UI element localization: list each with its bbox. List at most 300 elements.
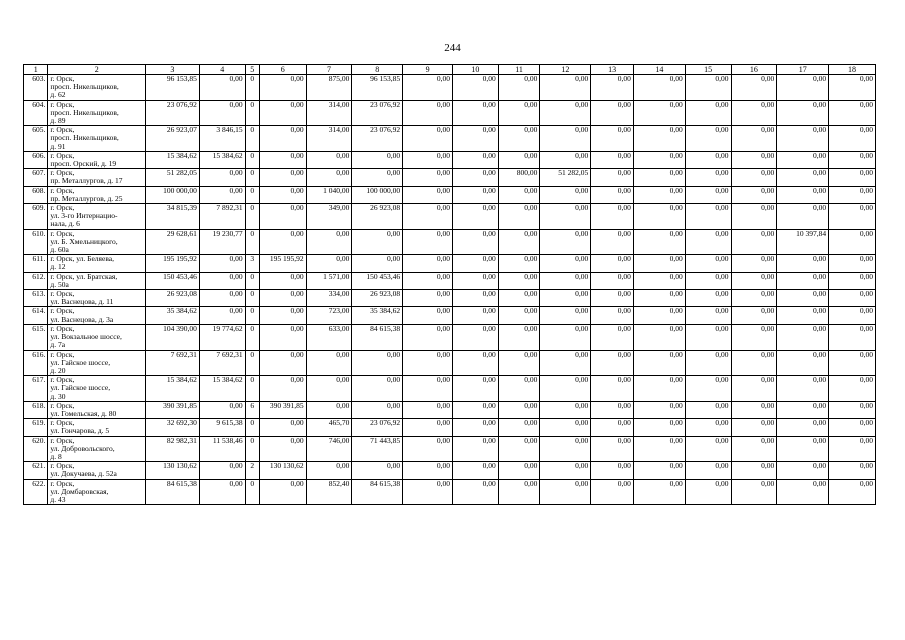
value-cell-col-13: 0,00	[591, 436, 634, 462]
value-cell-col-8: 23 076,92	[352, 100, 403, 126]
value-cell-col-4: 0,00	[199, 401, 245, 418]
value-cell-col-18: 0,00	[829, 307, 876, 324]
value-cell-col-3: 32 692,30	[145, 419, 199, 436]
value-cell-col-16: 0,00	[731, 255, 777, 272]
value-cell-col-10: 0,00	[452, 186, 498, 203]
value-cell-col-13: 0,00	[591, 186, 634, 203]
value-cell-col-15: 0,00	[685, 100, 731, 126]
value-cell-col-4: 0,00	[199, 100, 245, 126]
count-cell: 0	[245, 75, 259, 101]
value-cell-col-4: 0,00	[199, 75, 245, 101]
data-table	[23, 64, 876, 505]
column-header-3: 3	[145, 65, 199, 75]
value-cell-col-18: 0,00	[829, 255, 876, 272]
value-cell-col-13: 0,00	[591, 290, 634, 307]
value-cell-col-17: 10 397,84	[777, 229, 829, 255]
value-cell-col-12: 0,00	[540, 126, 591, 152]
value-cell-col-12: 0,00	[540, 100, 591, 126]
value-cell-col-4: 19 774,62	[199, 324, 245, 350]
value-cell-col-11: 800,00	[498, 169, 540, 186]
value-cell-col-6: 390 391,85	[259, 401, 306, 418]
value-cell-col-6: 0,00	[259, 350, 306, 376]
value-cell-col-18: 0,00	[829, 350, 876, 376]
value-cell-col-14: 0,00	[633, 462, 685, 479]
value-cell-col-3: 7 692,31	[145, 350, 199, 376]
column-header-9: 9	[403, 65, 453, 75]
value-cell-col-18: 0,00	[829, 401, 876, 418]
value-cell-col-16: 0,00	[731, 307, 777, 324]
value-cell-col-14: 0,00	[633, 376, 685, 402]
value-cell-col-13: 0,00	[591, 255, 634, 272]
value-cell-col-9: 0,00	[403, 169, 453, 186]
table-row	[24, 272, 876, 289]
address-cell: г. Орск, ул. Б. Хмельницкого, д. 60а	[48, 229, 146, 255]
value-cell-col-18: 0,00	[829, 186, 876, 203]
count-cell: 0	[245, 324, 259, 350]
value-cell-col-8: 23 076,92	[352, 126, 403, 152]
value-cell-col-11: 0,00	[498, 436, 540, 462]
value-cell-col-7: 465,70	[306, 419, 352, 436]
value-cell-col-11: 0,00	[498, 290, 540, 307]
value-cell-col-4: 7 692,31	[199, 350, 245, 376]
value-cell-col-17: 0,00	[777, 462, 829, 479]
value-cell-col-10: 0,00	[452, 151, 498, 168]
value-cell-col-4: 7 892,31	[199, 204, 245, 230]
value-cell-col-10: 0,00	[452, 324, 498, 350]
value-cell-col-3: 35 384,62	[145, 307, 199, 324]
value-cell-col-10: 0,00	[452, 350, 498, 376]
value-cell-col-18: 0,00	[829, 272, 876, 289]
value-cell-col-14: 0,00	[633, 186, 685, 203]
value-cell-col-8: 0,00	[352, 462, 403, 479]
value-cell-col-17: 0,00	[777, 350, 829, 376]
value-cell-col-15: 0,00	[685, 307, 731, 324]
value-cell-col-17: 0,00	[777, 126, 829, 152]
address-cell: г. Орск, пр. Металлургов, д. 25	[48, 186, 146, 203]
value-cell-col-16: 0,00	[731, 169, 777, 186]
value-cell-col-7: 633,00	[306, 324, 352, 350]
count-cell: 0	[245, 479, 259, 505]
value-cell-col-18: 0,00	[829, 436, 876, 462]
column-header-18: 18	[829, 65, 876, 75]
value-cell-col-4: 0,00	[199, 479, 245, 505]
row-number-cell: 620.	[24, 436, 48, 462]
value-cell-col-9: 0,00	[403, 350, 453, 376]
value-cell-col-4: 3 846,15	[199, 126, 245, 152]
count-cell: 0	[245, 169, 259, 186]
address-cell: г. Орск, ул. Васнецова, д. 11	[48, 290, 146, 307]
value-cell-col-11: 0,00	[498, 401, 540, 418]
value-cell-col-17: 0,00	[777, 100, 829, 126]
row-number-cell: 608.	[24, 186, 48, 203]
value-cell-col-17: 0,00	[777, 272, 829, 289]
value-cell-col-8: 84 615,38	[352, 324, 403, 350]
count-cell: 0	[245, 272, 259, 289]
value-cell-col-13: 0,00	[591, 462, 634, 479]
row-number-cell: 606.	[24, 151, 48, 168]
value-cell-col-10: 0,00	[452, 479, 498, 505]
value-cell-col-9: 0,00	[403, 75, 453, 101]
value-cell-col-12: 0,00	[540, 419, 591, 436]
value-cell-col-16: 0,00	[731, 324, 777, 350]
column-header-1: 1	[24, 65, 48, 75]
column-header-5: 5	[245, 65, 259, 75]
table-row	[24, 229, 876, 255]
value-cell-col-11: 0,00	[498, 186, 540, 203]
address-cell: г. Орск, ул. Добровольского, д. 8	[48, 436, 146, 462]
count-cell: 3	[245, 255, 259, 272]
count-cell: 0	[245, 376, 259, 402]
count-cell: 0	[245, 350, 259, 376]
value-cell-col-4: 0,00	[199, 169, 245, 186]
value-cell-col-13: 0,00	[591, 376, 634, 402]
value-cell-col-10: 0,00	[452, 126, 498, 152]
count-cell: 0	[245, 229, 259, 255]
table-row	[24, 151, 876, 168]
table-row	[24, 324, 876, 350]
value-cell-col-8: 0,00	[352, 376, 403, 402]
value-cell-col-3: 96 153,85	[145, 75, 199, 101]
value-cell-col-7: 0,00	[306, 255, 352, 272]
value-cell-col-4: 15 384,62	[199, 376, 245, 402]
value-cell-col-16: 0,00	[731, 479, 777, 505]
value-cell-col-8: 71 443,85	[352, 436, 403, 462]
value-cell-col-13: 0,00	[591, 324, 634, 350]
value-cell-col-14: 0,00	[633, 169, 685, 186]
value-cell-col-12: 0,00	[540, 186, 591, 203]
value-cell-col-11: 0,00	[498, 324, 540, 350]
table-row	[24, 350, 876, 376]
table-row	[24, 204, 876, 230]
count-cell: 0	[245, 307, 259, 324]
value-cell-col-6: 0,00	[259, 186, 306, 203]
value-cell-col-3: 15 384,62	[145, 151, 199, 168]
value-cell-col-11: 0,00	[498, 419, 540, 436]
value-cell-col-11: 0,00	[498, 272, 540, 289]
value-cell-col-14: 0,00	[633, 324, 685, 350]
value-cell-col-8: 0,00	[352, 169, 403, 186]
value-cell-col-17: 0,00	[777, 151, 829, 168]
value-cell-col-16: 0,00	[731, 100, 777, 126]
value-cell-col-14: 0,00	[633, 255, 685, 272]
value-cell-col-9: 0,00	[403, 462, 453, 479]
value-cell-col-18: 0,00	[829, 324, 876, 350]
value-cell-col-12: 0,00	[540, 290, 591, 307]
value-cell-col-10: 0,00	[452, 462, 498, 479]
value-cell-col-10: 0,00	[452, 290, 498, 307]
value-cell-col-14: 0,00	[633, 401, 685, 418]
value-cell-col-9: 0,00	[403, 204, 453, 230]
value-cell-col-6: 0,00	[259, 169, 306, 186]
row-number-cell: 618.	[24, 401, 48, 418]
value-cell-col-14: 0,00	[633, 479, 685, 505]
value-cell-col-9: 0,00	[403, 376, 453, 402]
value-cell-col-3: 26 923,08	[145, 290, 199, 307]
address-cell: г. Орск, ул. Гончарова, д. 5	[48, 419, 146, 436]
value-cell-col-4: 11 538,46	[199, 436, 245, 462]
value-cell-col-3: 34 815,39	[145, 204, 199, 230]
row-number-cell: 616.	[24, 350, 48, 376]
page-number: 244	[444, 42, 461, 54]
value-cell-col-3: 23 076,92	[145, 100, 199, 126]
row-number-cell: 605.	[24, 126, 48, 152]
value-cell-col-3: 150 453,46	[145, 272, 199, 289]
value-cell-col-10: 0,00	[452, 204, 498, 230]
value-cell-col-15: 0,00	[685, 376, 731, 402]
value-cell-col-16: 0,00	[731, 401, 777, 418]
value-cell-col-12: 0,00	[540, 376, 591, 402]
value-cell-col-3: 84 615,38	[145, 479, 199, 505]
address-cell: г. Орск, ул. Гайское шоссе, д. 30	[48, 376, 146, 402]
row-number-cell: 610.	[24, 229, 48, 255]
value-cell-col-17: 0,00	[777, 75, 829, 101]
value-cell-col-13: 0,00	[591, 229, 634, 255]
value-cell-col-10: 0,00	[452, 75, 498, 101]
value-cell-col-10: 0,00	[452, 419, 498, 436]
table-row	[24, 169, 876, 186]
value-cell-col-6: 0,00	[259, 479, 306, 505]
value-cell-col-15: 0,00	[685, 255, 731, 272]
value-cell-col-6: 0,00	[259, 419, 306, 436]
row-number-cell: 607.	[24, 169, 48, 186]
address-cell: г. Орск, просп. Никельщиков, д. 91	[48, 126, 146, 152]
value-cell-col-14: 0,00	[633, 151, 685, 168]
value-cell-col-15: 0,00	[685, 169, 731, 186]
value-cell-col-16: 0,00	[731, 462, 777, 479]
value-cell-col-9: 0,00	[403, 307, 453, 324]
value-cell-col-18: 0,00	[829, 204, 876, 230]
table-row	[24, 462, 876, 479]
value-cell-col-9: 0,00	[403, 100, 453, 126]
table-row	[24, 479, 876, 505]
value-cell-col-10: 0,00	[452, 376, 498, 402]
value-cell-col-12: 0,00	[540, 75, 591, 101]
value-cell-col-14: 0,00	[633, 272, 685, 289]
value-cell-col-7: 314,00	[306, 100, 352, 126]
value-cell-col-13: 0,00	[591, 307, 634, 324]
row-number-cell: 614.	[24, 307, 48, 324]
value-cell-col-12: 0,00	[540, 255, 591, 272]
value-cell-col-11: 0,00	[498, 255, 540, 272]
table-body	[24, 75, 876, 505]
value-cell-col-15: 0,00	[685, 204, 731, 230]
value-cell-col-7: 0,00	[306, 151, 352, 168]
value-cell-col-3: 15 384,62	[145, 376, 199, 402]
value-cell-col-9: 0,00	[403, 324, 453, 350]
value-cell-col-11: 0,00	[498, 126, 540, 152]
value-cell-col-13: 0,00	[591, 75, 634, 101]
value-cell-col-18: 0,00	[829, 419, 876, 436]
value-cell-col-3: 51 282,05	[145, 169, 199, 186]
column-header-12: 12	[540, 65, 591, 75]
value-cell-col-9: 0,00	[403, 151, 453, 168]
value-cell-col-7: 1 040,00	[306, 186, 352, 203]
count-cell: 0	[245, 100, 259, 126]
column-header-4: 4	[199, 65, 245, 75]
value-cell-col-3: 29 628,61	[145, 229, 199, 255]
value-cell-col-4: 0,00	[199, 462, 245, 479]
value-cell-col-9: 0,00	[403, 229, 453, 255]
value-cell-col-15: 0,00	[685, 75, 731, 101]
value-cell-col-11: 0,00	[498, 229, 540, 255]
table-row	[24, 436, 876, 462]
table-row	[24, 186, 876, 203]
value-cell-col-17: 0,00	[777, 186, 829, 203]
value-cell-col-17: 0,00	[777, 324, 829, 350]
row-number-cell: 604.	[24, 100, 48, 126]
value-cell-col-15: 0,00	[685, 324, 731, 350]
value-cell-col-11: 0,00	[498, 204, 540, 230]
value-cell-col-4: 0,00	[199, 272, 245, 289]
address-cell: г. Орск, ул. Васнецова, д. 3а	[48, 307, 146, 324]
value-cell-col-9: 0,00	[403, 290, 453, 307]
value-cell-col-15: 0,00	[685, 186, 731, 203]
value-cell-col-7: 0,00	[306, 376, 352, 402]
column-header-11: 11	[498, 65, 540, 75]
value-cell-col-8: 0,00	[352, 401, 403, 418]
value-cell-col-18: 0,00	[829, 151, 876, 168]
value-cell-col-17: 0,00	[777, 479, 829, 505]
value-cell-col-12: 0,00	[540, 151, 591, 168]
table-row	[24, 290, 876, 307]
address-cell: г. Орск, ул. Докучаева, д. 52а	[48, 462, 146, 479]
value-cell-col-15: 0,00	[685, 151, 731, 168]
row-number-cell: 603.	[24, 75, 48, 101]
count-cell: 2	[245, 462, 259, 479]
table-row	[24, 126, 876, 152]
address-cell: г. Орск, пр. Металлургов, д. 17	[48, 169, 146, 186]
count-cell: 0	[245, 419, 259, 436]
value-cell-col-14: 0,00	[633, 126, 685, 152]
value-cell-col-13: 0,00	[591, 401, 634, 418]
value-cell-col-6: 130 130,62	[259, 462, 306, 479]
value-cell-col-18: 0,00	[829, 100, 876, 126]
value-cell-col-15: 0,00	[685, 272, 731, 289]
column-header-15: 15	[685, 65, 731, 75]
value-cell-col-16: 0,00	[731, 419, 777, 436]
value-cell-col-7: 0,00	[306, 169, 352, 186]
value-cell-col-8: 0,00	[352, 255, 403, 272]
count-cell: 0	[245, 126, 259, 152]
value-cell-col-12: 0,00	[540, 204, 591, 230]
value-cell-col-8: 26 923,08	[352, 204, 403, 230]
value-cell-col-18: 0,00	[829, 75, 876, 101]
value-cell-col-15: 0,00	[685, 462, 731, 479]
value-cell-col-4: 19 230,77	[199, 229, 245, 255]
value-cell-col-13: 0,00	[591, 169, 634, 186]
value-cell-col-14: 0,00	[633, 100, 685, 126]
value-cell-col-18: 0,00	[829, 169, 876, 186]
address-cell: г. Орск, ул. Гомельская, д. 80	[48, 401, 146, 418]
value-cell-col-18: 0,00	[829, 479, 876, 505]
value-cell-col-13: 0,00	[591, 419, 634, 436]
value-cell-col-14: 0,00	[633, 436, 685, 462]
value-cell-col-6: 195 195,92	[259, 255, 306, 272]
value-cell-col-6: 0,00	[259, 75, 306, 101]
row-number-cell: 619.	[24, 419, 48, 436]
value-cell-col-15: 0,00	[685, 350, 731, 376]
value-cell-col-6: 0,00	[259, 126, 306, 152]
value-cell-col-16: 0,00	[731, 186, 777, 203]
header-row	[24, 65, 876, 75]
count-cell: 0	[245, 186, 259, 203]
value-cell-col-14: 0,00	[633, 350, 685, 376]
value-cell-col-8: 0,00	[352, 151, 403, 168]
value-cell-col-16: 0,00	[731, 126, 777, 152]
value-cell-col-17: 0,00	[777, 255, 829, 272]
value-cell-col-13: 0,00	[591, 100, 634, 126]
value-cell-col-9: 0,00	[403, 401, 453, 418]
value-cell-col-10: 0,00	[452, 229, 498, 255]
value-cell-col-4: 15 384,62	[199, 151, 245, 168]
value-cell-col-13: 0,00	[591, 126, 634, 152]
column-header-17: 17	[777, 65, 829, 75]
value-cell-col-12: 0,00	[540, 479, 591, 505]
value-cell-col-8: 100 000,00	[352, 186, 403, 203]
count-cell: 6	[245, 401, 259, 418]
table-row	[24, 376, 876, 402]
row-number-cell: 617.	[24, 376, 48, 402]
value-cell-col-11: 0,00	[498, 151, 540, 168]
value-cell-col-8: 84 615,38	[352, 479, 403, 505]
value-cell-col-10: 0,00	[452, 401, 498, 418]
value-cell-col-4: 0,00	[199, 255, 245, 272]
address-cell: г. Орск, просп. Орский, д. 19	[48, 151, 146, 168]
value-cell-col-9: 0,00	[403, 255, 453, 272]
value-cell-col-11: 0,00	[498, 75, 540, 101]
address-cell: г. Орск, ул. Домбаровская, д. 43	[48, 479, 146, 505]
value-cell-col-17: 0,00	[777, 401, 829, 418]
value-cell-col-18: 0,00	[829, 229, 876, 255]
column-header-7: 7	[306, 65, 352, 75]
value-cell-col-11: 0,00	[498, 376, 540, 402]
value-cell-col-7: 334,00	[306, 290, 352, 307]
value-cell-col-9: 0,00	[403, 272, 453, 289]
value-cell-col-16: 0,00	[731, 204, 777, 230]
value-cell-col-15: 0,00	[685, 479, 731, 505]
value-cell-col-7: 349,00	[306, 204, 352, 230]
value-cell-col-9: 0,00	[403, 126, 453, 152]
column-header-16: 16	[731, 65, 777, 75]
value-cell-col-10: 0,00	[452, 169, 498, 186]
value-cell-col-16: 0,00	[731, 290, 777, 307]
value-cell-col-12: 0,00	[540, 350, 591, 376]
count-cell: 0	[245, 151, 259, 168]
value-cell-col-8: 26 923,08	[352, 290, 403, 307]
value-cell-col-13: 0,00	[591, 479, 634, 505]
value-cell-col-16: 0,00	[731, 75, 777, 101]
value-cell-col-11: 0,00	[498, 462, 540, 479]
value-cell-col-7: 0,00	[306, 401, 352, 418]
table-row	[24, 255, 876, 272]
value-cell-col-13: 0,00	[591, 272, 634, 289]
value-cell-col-4: 9 615,38	[199, 419, 245, 436]
value-cell-col-9: 0,00	[403, 419, 453, 436]
value-cell-col-8: 150 453,46	[352, 272, 403, 289]
value-cell-col-7: 0,00	[306, 350, 352, 376]
value-cell-col-6: 0,00	[259, 324, 306, 350]
row-number-cell: 615.	[24, 324, 48, 350]
table-row	[24, 419, 876, 436]
table-row	[24, 100, 876, 126]
address-cell: г. Орск, ул. Братская, д. 50а	[48, 272, 146, 289]
value-cell-col-10: 0,00	[452, 436, 498, 462]
value-cell-col-16: 0,00	[731, 376, 777, 402]
value-cell-col-6: 0,00	[259, 151, 306, 168]
address-cell: г. Орск, ул. 3-го Интернацио- нала, д. 6	[48, 204, 146, 230]
column-header-6: 6	[259, 65, 306, 75]
value-cell-col-9: 0,00	[403, 436, 453, 462]
